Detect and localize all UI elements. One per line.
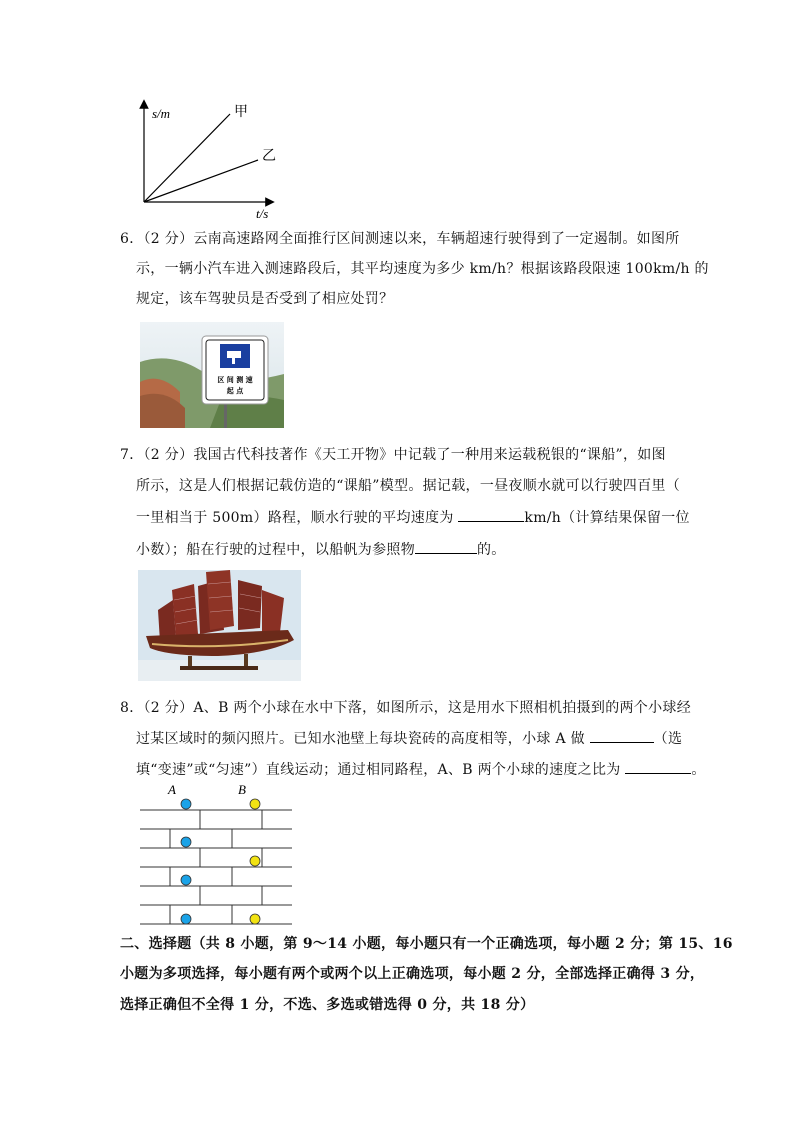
ball-a-4 [181,914,191,924]
q7-line3-a: 一里相当于 500m）路程，顺水行驶的平均速度为 [136,510,459,526]
sign-text-2: 起 点 [226,387,244,395]
q7-blank-speed[interactable] [458,507,524,522]
q7-line3-b: km/h（计算结果保留一位 [524,510,690,526]
q6-line3: 规定，该车驾驶员是否受到了相应处罚？ [136,291,394,307]
y-axis-label: s/m [152,106,171,121]
ship-model-photo [138,570,301,681]
q7-line4-a: 小数）；船在行驶的过程中，以船帆为参照物 [136,542,415,558]
st-graph [130,98,290,222]
ball-b-label: B [238,782,246,797]
section2-line3: 选择正确但不全得 1 分，不选、多选或错选得 0 分，共 18 分） [120,997,535,1013]
line-jia [144,114,230,202]
x-axis-label: t/s [256,206,269,221]
q8-line3-a: 填“变速”或“匀速”）直线运动；通过相同路程，A、B 两个小球的速度之比为 [136,762,626,778]
ball-b-1 [250,799,260,809]
ball-a-2 [181,837,191,847]
line-yi-label: 乙 [262,148,276,164]
q8-line2-a: 过某区域时的频闪照片。已知水池壁上每块瓷砖的高度相等，小球 A 做 [136,731,590,747]
tile-wall-balls-diagram [138,780,294,928]
section2-line1: 二、选择题（共 8 小题，第 9～14 小题，每小题只有一个正确选项，每小题 2 分；第 15、16 [120,936,733,952]
ball-b-3 [250,914,260,924]
q7-line1: 7．（2 分）我国古代科技著作《天工开物》中记载了一种用来运载税银的“课船”，如图 [120,447,666,463]
q7-line4 [136,538,696,562]
q7-line2: 所示，这是人们根据记载仿造的“课船”模型。据记载，一昼夜顺水就可以行驶四百里（ [136,478,681,494]
q8-line3 [136,758,706,782]
q7-line4-b: 的。 [477,542,506,558]
line-yi [144,160,258,202]
q6-line2: 示，一辆小汽车进入测速路段后，其平均速度为多少 km/h？根据该路段限速 100km/h 的 [136,261,709,277]
q8-blank-motion-type[interactable] [590,728,654,743]
sign-text-1: 区 间 测 速 [217,376,253,384]
q7-blank-reference[interactable] [415,539,477,554]
q8-line2-b: （选 [653,731,683,747]
q6-line1: 6．（2 分）云南高速路网全面推行区间测速以来，车辆超速行驶得到了一定遏制。如图所 [120,231,680,247]
q7-line3 [136,506,696,530]
speed-zone-sign-photo [140,322,284,428]
q8-line1: 8．（2 分）A、B 两个小球在水中下落，如图所示，这是用水下照相机拍摄到的两个小球经 [120,700,692,716]
line-jia-label: 甲 [234,104,248,120]
q8-blank-speed-ratio[interactable] [625,759,691,774]
section2-line2: 小题为多项选择，每小题有两个或两个以上正确选项，每小题 2 分，全部选择正确得 3 分， [120,966,705,982]
q8-line3-b: 。 [691,762,706,778]
ball-a-label: A [168,782,176,797]
ball-b-2 [250,856,260,866]
q8-line2 [136,727,696,751]
ball-a-1 [181,799,191,809]
ball-a-3 [181,875,191,885]
